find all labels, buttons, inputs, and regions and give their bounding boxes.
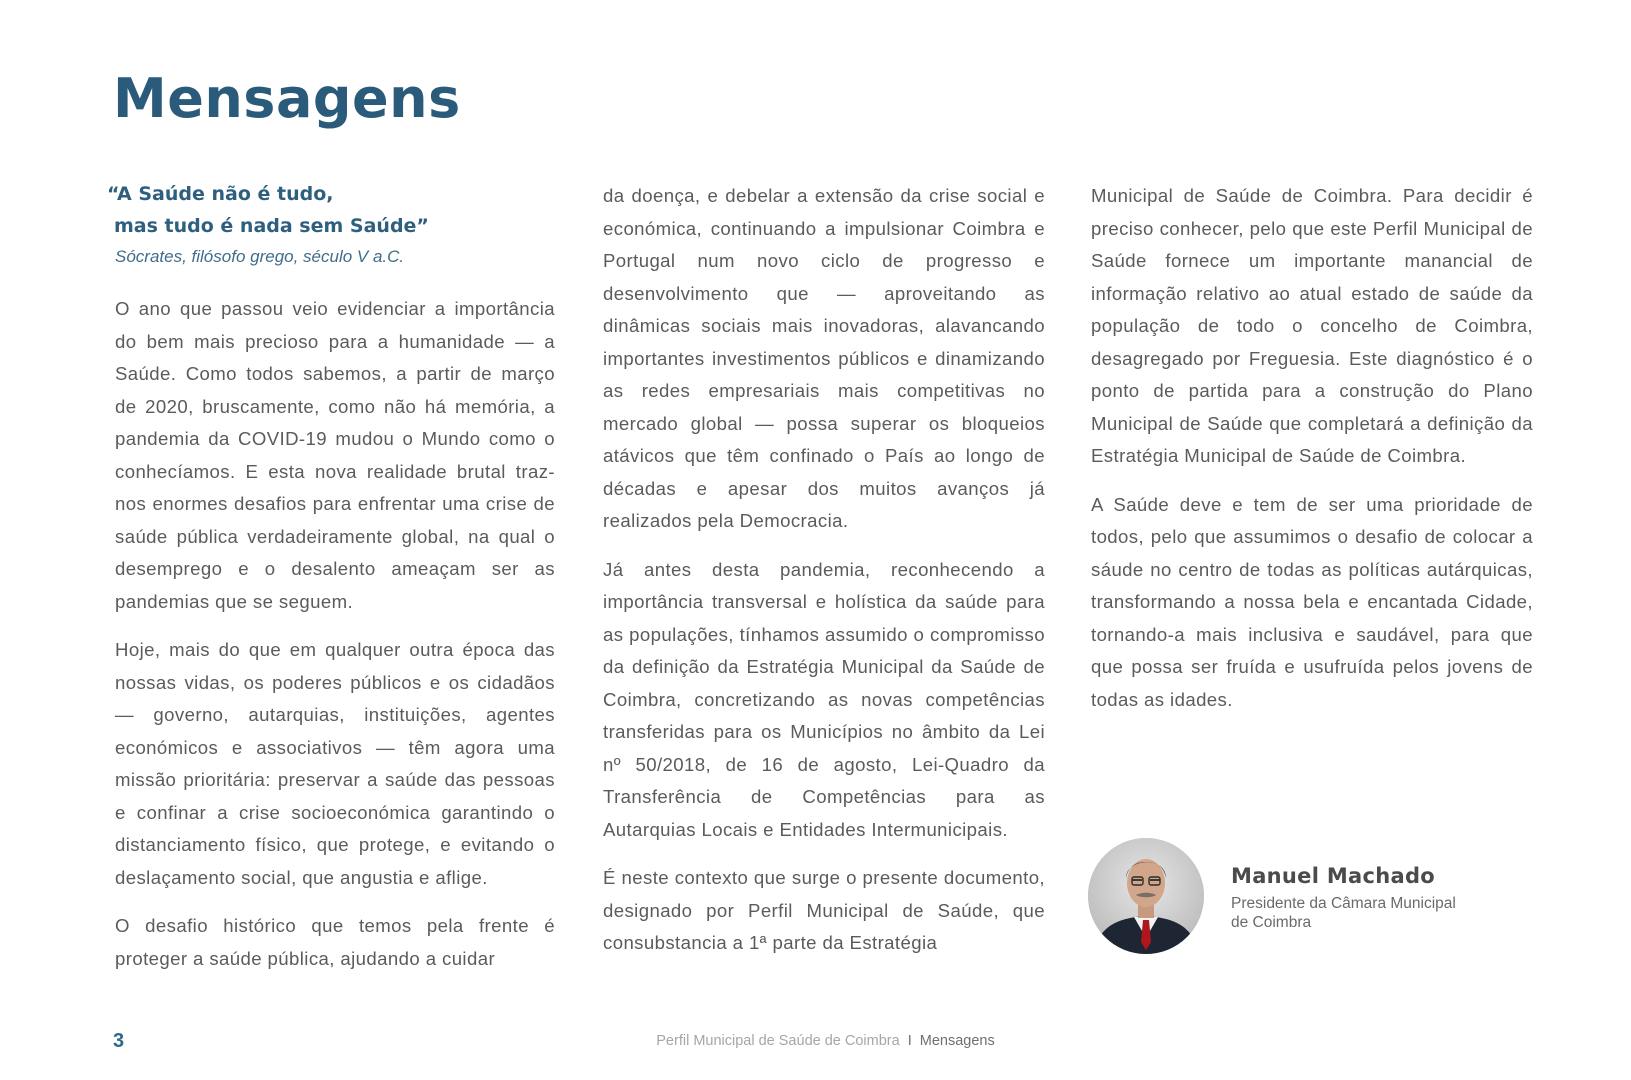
quote-line-1: “A Saúde não é tudo, <box>107 183 334 205</box>
text-column-2 <box>603 180 1045 976</box>
signature-block <box>1088 838 1528 958</box>
page-footer <box>0 1033 1631 1049</box>
text-column-3 <box>1091 180 1533 732</box>
paragraph: O desafio histórico que temos pela frente é proteger a saúde pública, ajudando a cuidar <box>115 915 555 969</box>
paragraph: O ano que passou veio evidenciar a importância do bem mais precioso para a humanidade — a Saúde. Como todos sabemos, a partir de março de 2020, bruscamente, como não há memória, a pandemia da COVID-19 mudou o Mundo como o conhecíamos. E esta nova realidade brutal traz-nos enormes desafios para enfrentar uma crise de saúde pública verdadeiramente global, na qual o desemprego e o desalento ameaçam ser as pandemias que se seguem. <box>115 298 555 612</box>
text-column-1 <box>115 293 555 991</box>
signatory-role-line-2: de Coimbra <box>1231 914 1312 931</box>
paragraph: Municipal de Saúde de Coimbra. Para decidir é preciso conhecer, pelo que este Perfil Municipal de Saúde fornece um importante manancial de informação relativo ao atual estado de saúde da população de todo o concelho de Coimbra, desagregado por Freguesia. Este diagnóstico é o ponto de partida para a construção do Plano Municipal de Saúde que completará a definição da Estratégia Municipal de Saúde de Coimbra. <box>1091 185 1533 466</box>
page-title: Mensagens <box>113 67 461 130</box>
paragraph: É neste contexto que surge o presente documento, designado por Perfil Municipal de Saúde, que consubstancia a 1ª parte da Estratégia <box>603 867 1045 953</box>
footer-section-name: Mensagens <box>919 1033 995 1049</box>
signatory-role <box>1231 894 1501 932</box>
footer-document-title: Perfil Municipal de Saúde de Coimbra <box>656 1033 900 1049</box>
portrait-photo <box>1088 838 1204 954</box>
footer-separator: I <box>907 1033 912 1049</box>
quote-attribution: Sócrates, filósofo grego, século V a.C. <box>115 247 405 266</box>
signatory-name: Manuel Machado <box>1231 864 1436 888</box>
quote-line-2: mas tudo é nada sem Saúde” <box>114 215 429 237</box>
paragraph: A Saúde deve e tem de ser uma prioridade de todos, pelo que assumimos o desafio de colocar a sáude no centro de todas as políticas autárquicas, transformando a nossa bela e encantada Cidade, tornando-a mais inclusiva e saudável, para que que possa ser fruída e usufruída pelos jovens de todas as idades. <box>1091 493 1533 710</box>
portrait-illustration <box>1088 838 1204 954</box>
page-number: 3 <box>113 1030 125 1052</box>
signatory-role-line-1: Presidente da Câmara Municipal <box>1231 895 1456 912</box>
paragraph: Já antes desta pandemia, reconhecendo a importância transversal e holística da saúde para as populações, tínhamos assumido o compromisso da definição da Estratégia Municipal da Saúde de Coimbra, concretizando as novas competências transferidas para os Municípios no âmbito da Lei nº 50/2018, de 16 de agosto, Lei-Quadro da Transferência de Competências para as Autarquias Locais e Entidades Intermunicipais. <box>603 558 1045 840</box>
paragraph: Hoje, mais do que em qualquer outra época das nossas vidas, os poderes públicos e os cidadãos — governo, autarquias, instituições, agentes económicos e associativos — têm agora uma missão prioritária: preservar a saúde das pessoas e confinar a crise socioeconómica garantindo o distanciamento físico, que protege, e evitando o deslaçamento social, que angustia e aflige. <box>115 639 555 888</box>
paragraph: da doença, e debelar a extensão da crise social e económica, continuando a impulsionar Coimbra e Portugal num novo ciclo de progresso e desenvolvimento que — aproveitando as dinâmicas sociais mais inovadoras, alavancando importantes investimentos públicos e dinamizando as redes empresariais mais competitivas no mercado global — possa superar os bloqueios atávicos que têm confinado o País ao longo de décadas e apesar dos muitos avanços já realizados pela Democracia. <box>603 185 1045 531</box>
epigraph-quote <box>107 178 547 272</box>
